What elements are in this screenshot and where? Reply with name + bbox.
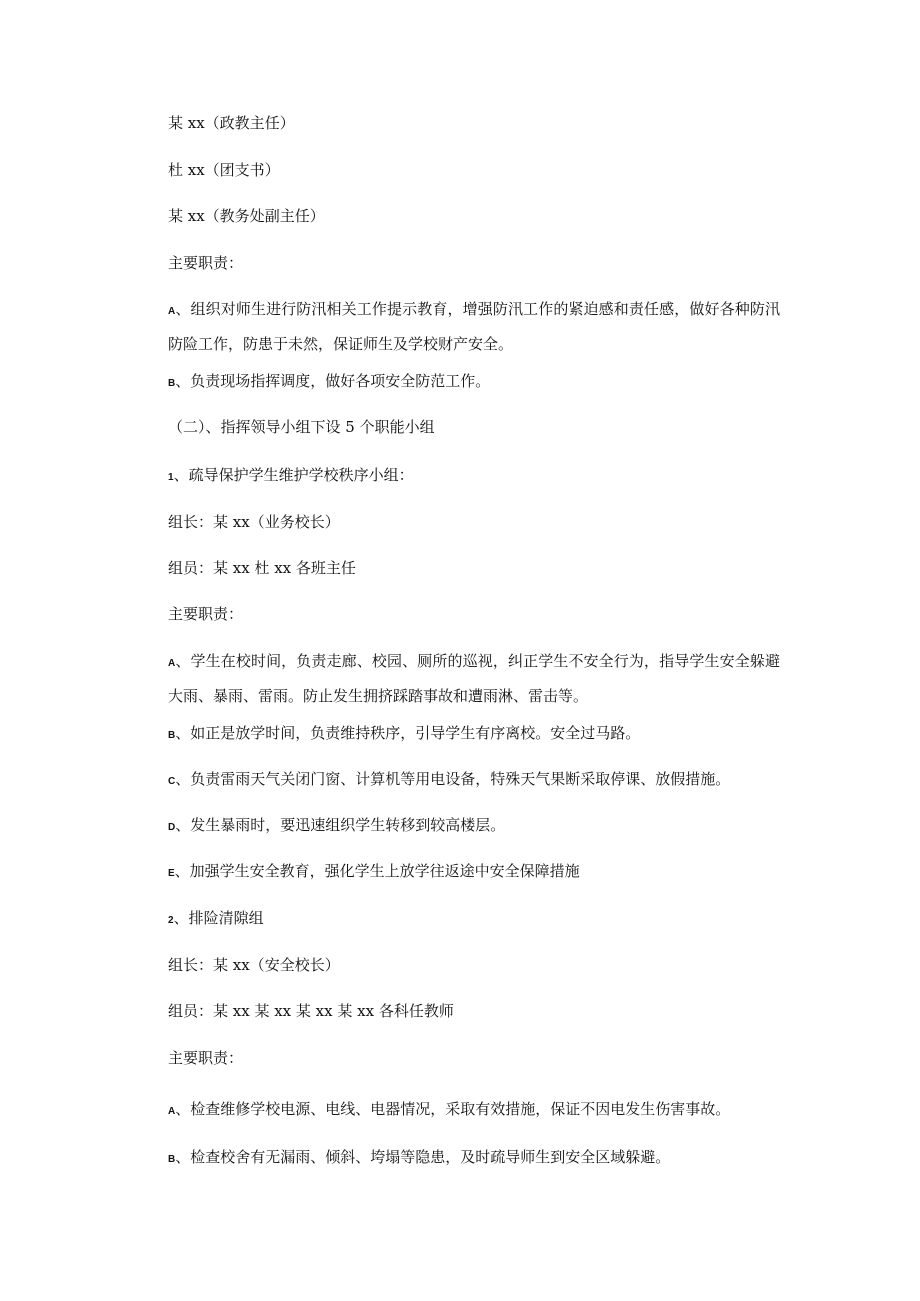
group1-leader: 组长：某 xx（业务校长） — [168, 513, 340, 531]
duty-a-paragraph — [168, 293, 780, 360]
group1-members: 组员：某 xx 杜 xx 各班主任 — [168, 559, 356, 577]
list-marker: A — [168, 1106, 176, 1117]
member-academic-deputy: 某 xx（教务处副主任） — [168, 207, 325, 225]
list-marker: 1 — [168, 472, 174, 483]
member-league-secretary: 杜 xx（团支书） — [168, 161, 280, 179]
item-text: 、排险清隙组 — [173, 909, 264, 927]
paragraph-text: 、学生在校时间，负责走廊、校园、厕所的巡视，纠正学生不安全行为，指导学生安全躲避大雨、暴雨、雷雨。防止发生拥挤踩踏事故和遭雨淋、雷击等。 — [168, 652, 780, 705]
item-text: 、检查维修学校电源、电线、电器情况，采取有效措施，保证不因电发生伤害事故。 — [175, 1100, 731, 1118]
item-text: 、如正是放学时间，负责维持秩序，引导学生有序离校。安全过马路。 — [175, 724, 641, 742]
list-marker: A — [168, 658, 176, 669]
group1-duty-a — [168, 645, 780, 712]
group2-duties-heading: 主要职责： — [168, 1049, 244, 1067]
duties-heading: 主要职责： — [168, 254, 244, 272]
group1-duty-c — [168, 768, 780, 793]
section-heading-2: （二）、指挥领导小组下设 5 个职能小组 — [168, 418, 435, 436]
group2-title — [168, 907, 780, 932]
list-marker: A — [168, 306, 176, 317]
paragraph-text: 、组织对师生进行防汛相关工作提示教育，增强防汛工作的紧迫感和责任感，做好各种防汛防险工作，防患于未然，保证师生及学校财产安全。 — [168, 300, 780, 353]
list-marker: B — [168, 378, 176, 389]
list-marker: C — [168, 776, 176, 787]
item-text: 、负责现场指挥调度，做好各项安全防范工作。 — [175, 372, 491, 390]
duty-b-item — [168, 370, 780, 395]
item-text: 、疏导保护学生维护学校秩序小组： — [173, 466, 414, 484]
group1-duty-d — [168, 814, 780, 839]
item-text: 、发生暴雨时，要迅速组织学生转移到较高楼层。 — [175, 816, 506, 834]
list-marker: B — [168, 1154, 176, 1165]
group2-duty-a — [168, 1098, 780, 1123]
item-text: 、负责雷雨天气关闭门窗、计算机等用电设备，特殊天气果断采取停课、放假措施。 — [175, 770, 731, 788]
item-text: 、检查校舍有无漏雨、倾斜、垮塌等隐患，及时疏导师生到安全区域躲避。 — [175, 1148, 671, 1166]
list-marker: E — [168, 868, 175, 879]
member-politics-director: 某 xx（政教主任） — [168, 114, 295, 132]
list-marker: B — [168, 730, 176, 741]
group1-duties-heading: 主要职责： — [168, 605, 244, 623]
item-text: 、加强学生安全教育，强化学生上放学往返途中安全保障措施 — [174, 862, 580, 880]
group2-leader: 组长：某 xx（安全校长） — [168, 956, 340, 974]
list-marker: 2 — [168, 915, 174, 926]
group1-duty-b — [168, 722, 780, 747]
group1-title — [168, 464, 780, 489]
group2-duty-b — [168, 1146, 780, 1171]
group2-members: 组员：某 xx 某 xx 某 xx 某 xx 各科任教师 — [168, 1002, 454, 1020]
list-marker: D — [168, 822, 176, 833]
group1-duty-e — [168, 860, 780, 885]
